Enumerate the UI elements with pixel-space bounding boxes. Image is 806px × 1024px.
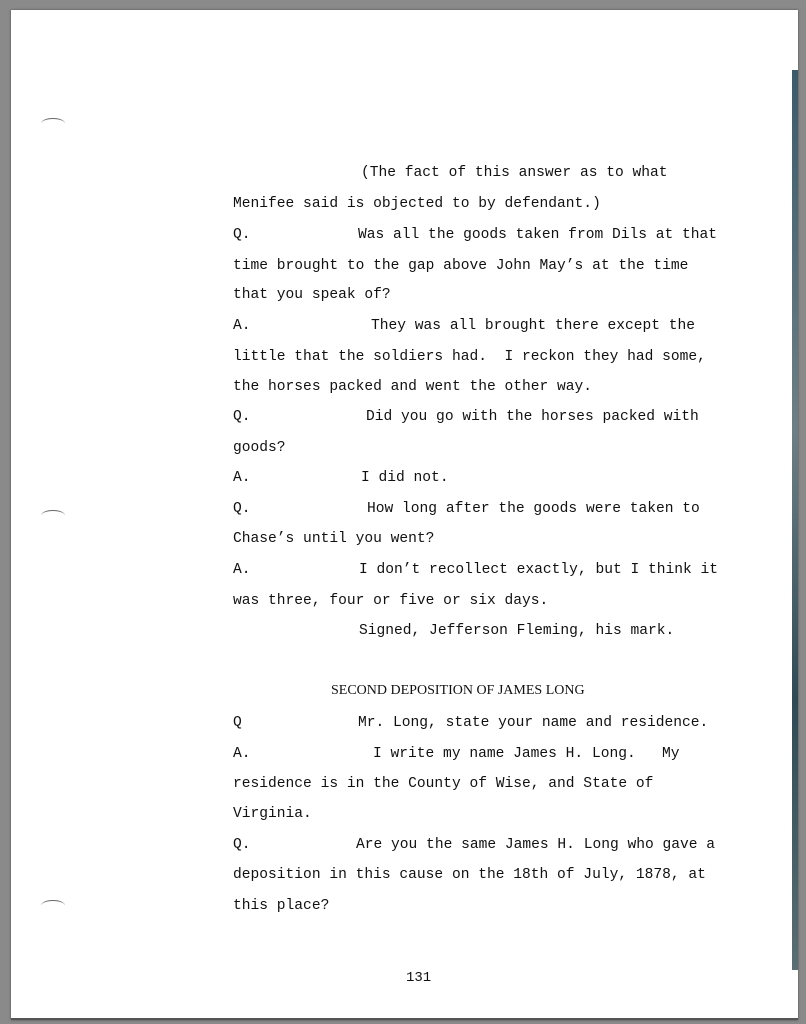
text-line: little that the soldiers had. I reckon they had some,	[233, 349, 706, 365]
text-line: (The fact of this answer as to what	[361, 165, 668, 181]
text-line: deposition in this cause on the 18th of July, 1878, at	[233, 867, 706, 883]
text-line: residence is in the County of Wise, and State of	[233, 776, 654, 792]
text-line: I write my name James H. Long. My	[373, 746, 680, 762]
text-line: How long after the goods were taken to	[367, 501, 700, 517]
punch-hole-mark	[41, 118, 65, 129]
text-line: the horses packed and went the other way.	[233, 379, 593, 395]
speaker-label: Q.	[233, 837, 251, 853]
speaker-label: Q	[233, 715, 242, 731]
text-line: Did you go with the horses packed with	[366, 409, 699, 425]
section-heading: SECOND DEPOSITION OF JAMES LONG	[331, 683, 585, 698]
text-line: was three, four or five or six days.	[233, 593, 549, 609]
text-line: Was all the goods taken from Dils at that	[358, 227, 718, 243]
page-number: 131	[406, 970, 432, 986]
text-line: Chase’s until you went?	[233, 531, 435, 547]
punch-hole-mark	[41, 900, 65, 911]
speaker-label: Q.	[233, 227, 251, 243]
speaker-label: A.	[233, 318, 251, 334]
text-line: this place?	[233, 898, 330, 914]
scan-edge	[792, 70, 798, 970]
speaker-label: A.	[233, 470, 251, 486]
document-page	[11, 10, 798, 1020]
text-line: Mr. Long, state your name and residence.	[358, 715, 709, 731]
text-line: I did not.	[361, 470, 449, 486]
text-line: that you speak of?	[233, 287, 391, 303]
speaker-label: A.	[233, 562, 251, 578]
punch-hole-mark	[41, 510, 65, 521]
text-line: Menifee said is objected to by defendant.)	[233, 196, 601, 212]
text-line: goods?	[233, 440, 286, 456]
speaker-label: Q.	[233, 409, 251, 425]
text-line: Are you the same James H. Long who gave a	[356, 837, 716, 853]
text-line: Virginia.	[233, 806, 312, 822]
speaker-label: Q.	[233, 501, 251, 517]
speaker-label: A.	[233, 746, 251, 762]
text-line: time brought to the gap above John May’s at the time	[233, 258, 689, 274]
text-line: They was all brought there except the	[371, 318, 696, 334]
signature-line: Signed, Jefferson Fleming, his mark.	[359, 623, 675, 639]
text-line: I don’t recollect exactly, but I think it	[359, 562, 719, 578]
